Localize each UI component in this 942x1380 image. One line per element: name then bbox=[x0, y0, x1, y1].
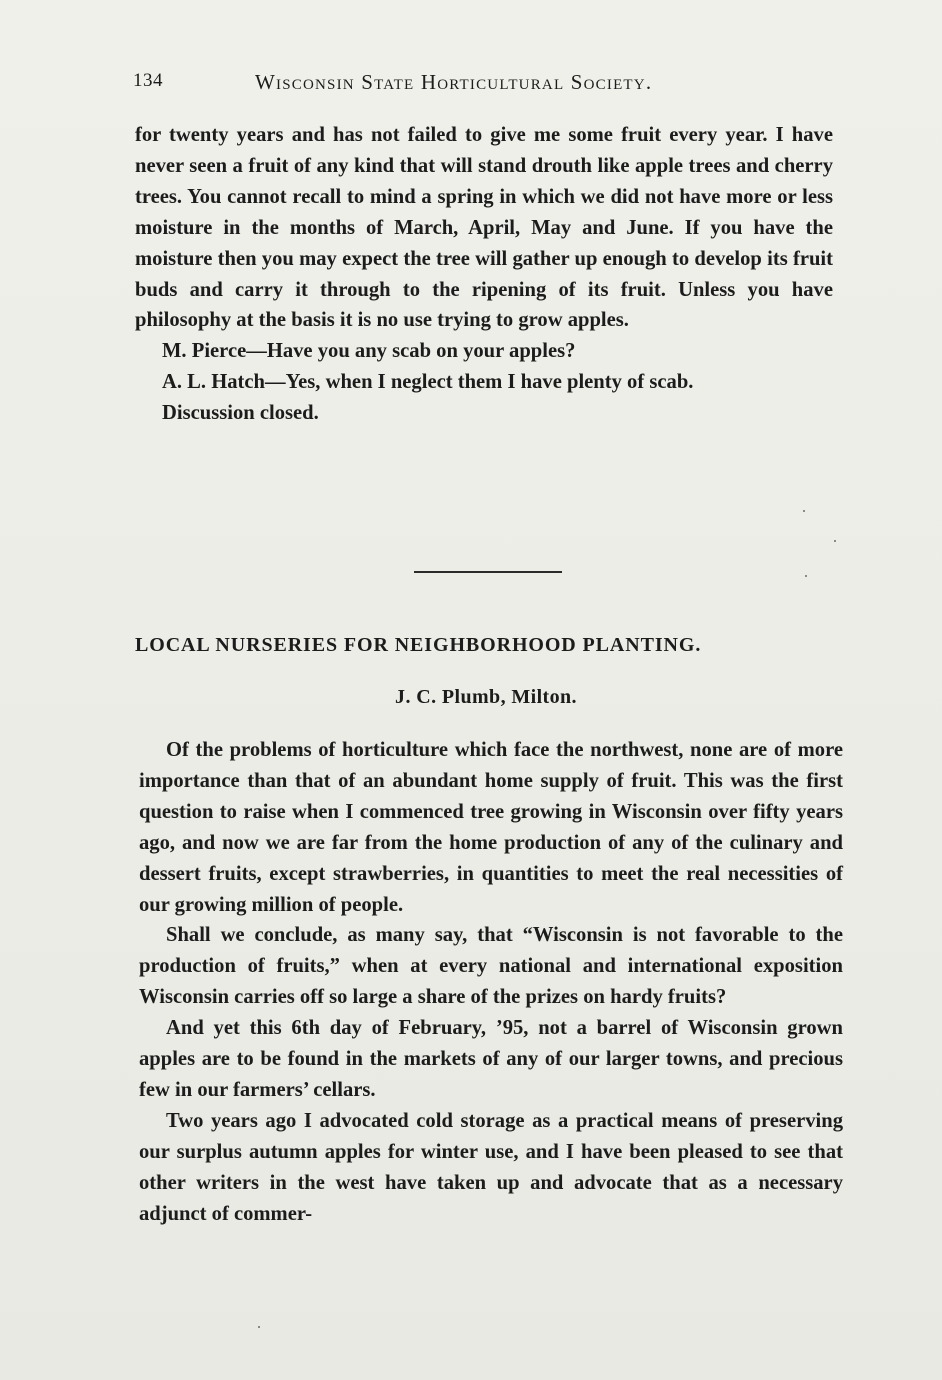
paper-speck bbox=[258, 1326, 260, 1328]
discussion-continued bbox=[135, 120, 833, 429]
article-author: J. C. Plumb, Milton. bbox=[395, 686, 577, 708]
discussion-answer: A. L. Hatch—Yes, when I neglect them I have plenty of scab. bbox=[162, 371, 694, 394]
running-title: Wisconsin State Horticultural Society. bbox=[255, 70, 653, 94]
discussion-question: M. Pierce—Have you any scab on your apples? bbox=[162, 340, 576, 363]
article-body bbox=[139, 735, 843, 1230]
running-header bbox=[133, 70, 833, 98]
article-title: LOCAL NURSERIES FOR NEIGHBORHOOD PLANTING. bbox=[135, 634, 702, 656]
article-paragraph: Shall we conclude, as many say, that “Wisconsin is not favorable to the production of fruits,” when at every national and international exposition Wisconsin carries off so large a share of the prizes on hardy fruits? bbox=[139, 924, 843, 1009]
paper-speck bbox=[834, 540, 836, 542]
page-number: 134 bbox=[133, 70, 163, 91]
article-paragraph: And yet this 6th day of February, ’95, not a barrel of Wisconsin grown apples are to be found in the markets of any of our larger towns, and precious few in our farmers’ cellars. bbox=[139, 1017, 843, 1101]
article-paragraph: Of the problems of horticulture which face the northwest, none are of more importance than that of an abundant home supply of fruit. This was the first question to raise when I commenced tree growing in Wisconsin over fifty years ago, and now we are far from the home production of any of the culinary and dessert fruits, except strawberries, in quantities to meet the real necessities of our growing million of people. bbox=[139, 739, 843, 916]
paper-speck bbox=[805, 575, 807, 577]
discussion-closed: Discussion closed. bbox=[162, 402, 319, 425]
paper-speck bbox=[803, 510, 805, 512]
discussion-paragraph: for twenty years and has not failed to give me some fruit every year. I have never seen a fruit of any kind that will stand drouth like apple trees and cherry trees. You cannot recall to mind a spring in which we did not have more or less moisture in the months of March, April, May and June. If you have the moisture then you may expect the tree will gather up enough to develop its fruit buds and carry it through to the ripening of its fruit. Unless you have philosophy at the basis it is no use trying to grow apples. bbox=[135, 124, 833, 332]
section-divider bbox=[414, 571, 562, 573]
article-paragraph: Two years ago I advocated cold storage as a practical means of preserving our surplus autumn apples for winter use, and I have been pleased to see that other writers in the west have taken up and advocate that as a necessary adjunct of commer- bbox=[139, 1109, 843, 1225]
